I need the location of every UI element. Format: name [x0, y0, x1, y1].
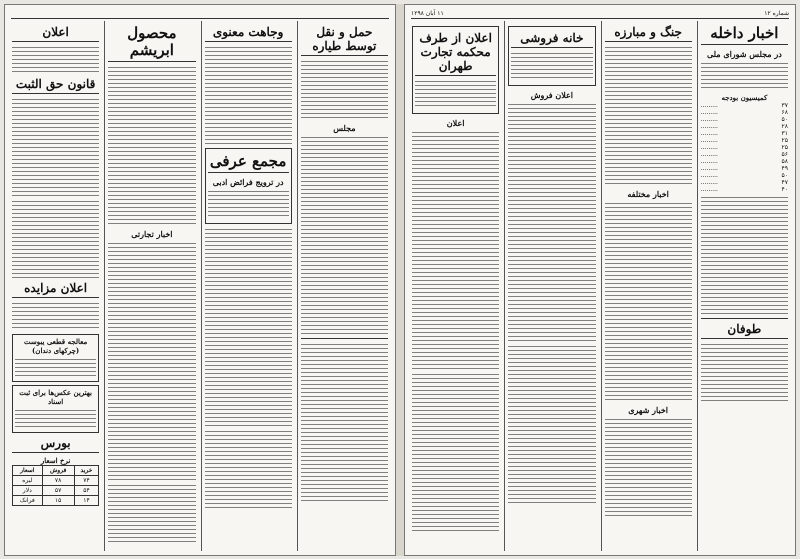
bourse-title: بورس — [12, 436, 99, 453]
article-text — [605, 417, 692, 517]
budget-list-title: کمیسیون بودجه — [721, 93, 768, 102]
article-text — [701, 342, 788, 402]
article-text — [205, 227, 292, 427]
bourse-row: ۵۴ ۵۷ دلار — [13, 486, 99, 496]
left-col-c-title: محصول ابریشم — [108, 25, 195, 62]
war-title: جنگ و مبارزه — [605, 25, 692, 42]
left-col-c-sub: اخبار تجارتی — [131, 229, 173, 239]
issue-number: شماره ۱۲ — [764, 9, 789, 17]
issue-date: ۱۱ آبان ۱۲۹۸ — [411, 9, 444, 17]
left-col-d — [9, 21, 102, 551]
city-news-title: اخبار شهری — [628, 405, 668, 415]
article-text — [412, 372, 499, 532]
article-text — [301, 135, 388, 335]
left-col-b-sub: در ترویج فرائض ادبی — [212, 177, 284, 187]
article-text — [412, 130, 499, 370]
left-page-header — [11, 8, 389, 19]
article-text — [605, 201, 692, 401]
left-col-d-title: اعلان — [12, 25, 99, 42]
article-text — [108, 483, 195, 543]
left-col-a-title: حمل و نقل توسط طیاره — [301, 25, 388, 56]
left-col-c — [104, 21, 198, 551]
domestic-subtitle: در مجلس شورای ملی — [706, 49, 782, 59]
ad-text — [15, 357, 96, 377]
ad-text — [511, 51, 592, 81]
bourse-row: ۷۴ ۷۸ لیره — [13, 476, 99, 486]
article-text — [108, 65, 195, 225]
left-col-d-title3: اعلان مزایده — [12, 281, 99, 298]
shop-title: خانه فروشی — [511, 31, 592, 48]
bourse-col-sell: فروش — [42, 466, 74, 476]
bourse-col-currency: اسعار — [13, 466, 43, 476]
left-col-b — [201, 21, 295, 551]
left-col-d-title5: بهترین عکس‌ها برای ثبت اسناد — [19, 388, 92, 406]
left-col-d-title2: قانون حق الثبت — [12, 77, 99, 94]
article-text — [208, 189, 289, 219]
right-col-notice — [409, 21, 502, 551]
bourse-row: ۱۴ ۱۵ فرانک — [13, 496, 99, 506]
page-gutter — [396, 4, 404, 556]
left-col-b-title: وجاهت معنوی — [205, 25, 292, 42]
article-text — [701, 61, 788, 91]
right-col-war — [601, 21, 695, 551]
ad-text — [415, 79, 496, 109]
bourse-col-buy: خرید — [74, 466, 99, 476]
article-text — [701, 195, 788, 315]
notice-sub: اعلان — [446, 118, 465, 128]
right-col-shop — [504, 21, 598, 551]
ad-text — [12, 199, 99, 279]
left-col-d-title4: معالجه قطعی یبوست (چرکهای دندان) — [23, 337, 88, 355]
ad-text — [12, 301, 99, 331]
article-text — [205, 429, 292, 509]
article-text — [605, 45, 692, 185]
ad-text — [12, 97, 99, 197]
budget-list: ۳۷ ......... ۶۸ ......... ۵۰ ......... ۲۸ ......... ۳۱ ......... ۲۵ ......... ۲۵ ......... ۵۶ ......... ۵۸ ......... ۴۹ ......... ۵۰ ......... ۴۷ ......... ۴۰ ......... — [700, 102, 788, 193]
left-page — [4, 4, 396, 556]
right-col-domestic — [697, 21, 791, 551]
notice-title: اعلان از طرف محکمه تجارت طهران — [415, 31, 496, 76]
bourse-table — [12, 465, 99, 506]
left-col-a — [297, 21, 391, 551]
right-page — [404, 4, 796, 556]
right-page-header — [411, 8, 789, 19]
article-text — [508, 102, 595, 342]
left-col-a-sub: مجلس — [333, 123, 356, 133]
article-text — [301, 342, 388, 502]
storm-title: طوفان — [701, 322, 788, 339]
article-text — [205, 45, 292, 145]
shop-sub: اعلان فروش — [530, 90, 574, 100]
article-text — [108, 241, 195, 481]
left-col-b-title2: مجمع عرفی — [208, 153, 289, 173]
war-sub: اخبار مختلفه — [627, 189, 669, 199]
bourse-sub: نرخ اسعار — [40, 456, 71, 465]
article-text — [301, 59, 388, 119]
domestic-title: اخبار داخله — [701, 25, 788, 45]
ad-text — [12, 45, 99, 75]
ad-text — [15, 408, 96, 428]
article-text — [508, 344, 595, 504]
